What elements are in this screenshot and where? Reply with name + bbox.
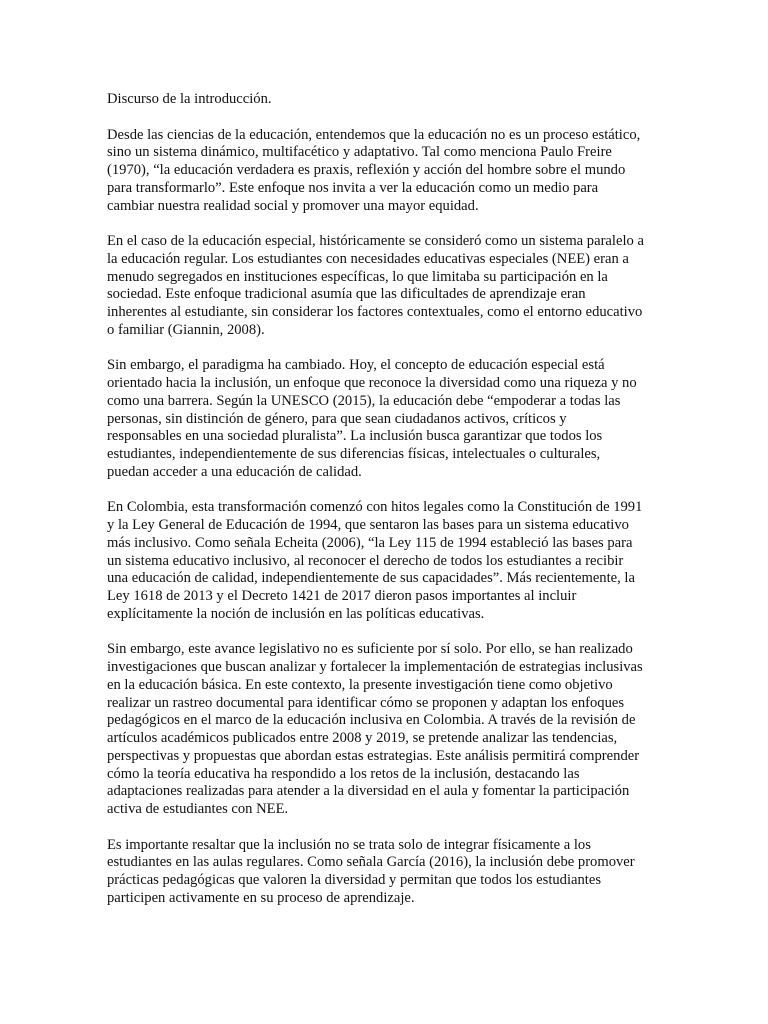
paragraph-line: personas, sin distinción de género, para que sean ciudadanos activos, críticos y — [107, 410, 567, 427]
paragraph-line: artículos académicos publicados entre 2008 y 2019, se pretende analizar las tendencias, — [107, 730, 618, 746]
paragraph-line: En el caso de la educación especial, históricamente se consideró como un sistema paralelo a — [107, 233, 644, 249]
paragraph-line: más inclusivo. Como señala Echeita (2006), “la Ley 115 de 1994 estableció las bases para — [107, 534, 633, 551]
paragraph-line: prácticas pedagógicas que valoren la diversidad y permitan que todos los estudiantes — [107, 872, 602, 888]
paragraph-line: cómo la teoría educativa ha respondido a los retos de la inclusión, destacando las — [107, 765, 580, 782]
paragraph-line: cambiar nuestra realidad social y promover una mayor equidad. — [107, 197, 479, 214]
paragraph-line: o familiar (Giannin, 2008). — [107, 321, 265, 338]
paragraph-line: un sistema educativo inclusivo, al reconocer el derecho de todos los estudiantes a recibir — [107, 552, 624, 569]
paragraph-line: sociedad. Este enfoque tradicional asumía que las dificultades de aprendizaje eran — [107, 286, 586, 303]
paragraph-line: realizar un rastreo documental para identificar cómo se proponen y adaptan los enfoques — [107, 694, 625, 711]
paragraph-line: Sin embargo, el paradigma ha cambiado. Hoy, el concepto de educación especial está — [107, 357, 605, 374]
paragraph-line: adaptaciones realizadas para atender a la diversidad en el aula y fomentar la participación — [107, 783, 630, 800]
paragraph-line: y la Ley General de Educación de 1994, que sentaron las bases para un sistema educativo — [107, 517, 629, 533]
paragraph-line: En Colombia, esta transformación comenzó con hitos legales como la Constitución de 1991 — [107, 499, 643, 516]
paragraph-line: para transformarlo”. Este enfoque nos invita a ver la educación como un medio para — [107, 179, 599, 196]
paragraph-line: Desde las ciencias de la educación, entendemos que la educación no es un proceso estático, — [107, 126, 641, 143]
paragraph-line: investigaciones que buscan analizar y fortalecer la implementación de estrategias inclusivas — [107, 659, 643, 675]
paragraph-line: menudo segregados en instituciones específicas, lo que limitaba su participación en la — [107, 268, 608, 285]
paragraph-line: como una barrera. Según la UNESCO (2015), la educación debe “empoderar a todas las — [107, 392, 621, 409]
paragraph-line: participen activamente en su proceso de aprendizaje. — [107, 889, 415, 906]
paragraph-line: Es importante resaltar que la inclusión no se trata solo de integrar físicamente a los — [107, 836, 591, 853]
paragraph-line: la educación regular. Los estudiantes con necesidades educativas especiales (NEE) eran a — [107, 250, 629, 267]
paragraph-line: Sin embargo, este avance legislativo no es suficiente por sí solo. Por ello, se han realizado — [107, 641, 633, 658]
paragraph-3 — [107, 357, 663, 481]
paragraph-5 — [107, 641, 663, 819]
paragraph-line: estudiantes, independientemente de sus diferencias físicas, intelectuales o culturales, — [107, 446, 601, 462]
paragraph-4 — [107, 499, 663, 623]
paragraph-line: una educación de calidad, independientemente de sus capacidades”. Más recientemente, la — [107, 570, 635, 587]
paragraph-6 — [107, 837, 663, 908]
document-heading: Discurso de la introducción. — [107, 91, 272, 107]
paragraph-line: (1970), “la educación verdadera es praxis, reflexión y acción del hombre sobre el mundo — [107, 162, 626, 178]
paragraph-line: pedagógicos en el marco de la educación inclusiva en Colombia. A través de la revisión de — [107, 712, 636, 729]
paragraph-1 — [107, 127, 663, 216]
paragraph-line: sino un sistema dinámico, multifacético y adaptativo. Tal como menciona Paulo Freire — [107, 144, 612, 161]
paragraph-line: estudiantes en las aulas regulares. Como señala García (2016), la inclusión debe promover — [107, 854, 635, 871]
document-body — [107, 91, 663, 925]
paragraph-line: inherentes al estudiante, sin considerar los factores contextuales, como el entorno educativo — [107, 304, 643, 320]
paragraph-line: responsables en una sociedad pluralista”. La inclusión busca garantizar que todos los — [107, 428, 603, 445]
paragraph-line: Ley 1618 de 2013 y el Decreto 1421 de 2017 dieron pasos importantes al incluir — [107, 588, 577, 604]
paragraph-line: perspectivas y propuestas que abordan estas estrategias. Este análisis permitirá comprender — [107, 747, 640, 764]
paragraph-line: explícitamente la noción de inclusión en las políticas educativas. — [107, 605, 485, 622]
paragraph-line: orientado hacia la inclusión, un enfoque que reconoce la diversidad como una riqueza y no — [107, 375, 637, 391]
paragraph-line: activa de estudiantes con NEE. — [107, 801, 289, 817]
paragraph-2 — [107, 233, 663, 340]
paragraph-line: puedan acceder a una educación de calidad. — [107, 463, 362, 480]
paragraph-line: en la educación básica. En este contexto, la presente investigación tiene como objetivo — [107, 676, 613, 693]
